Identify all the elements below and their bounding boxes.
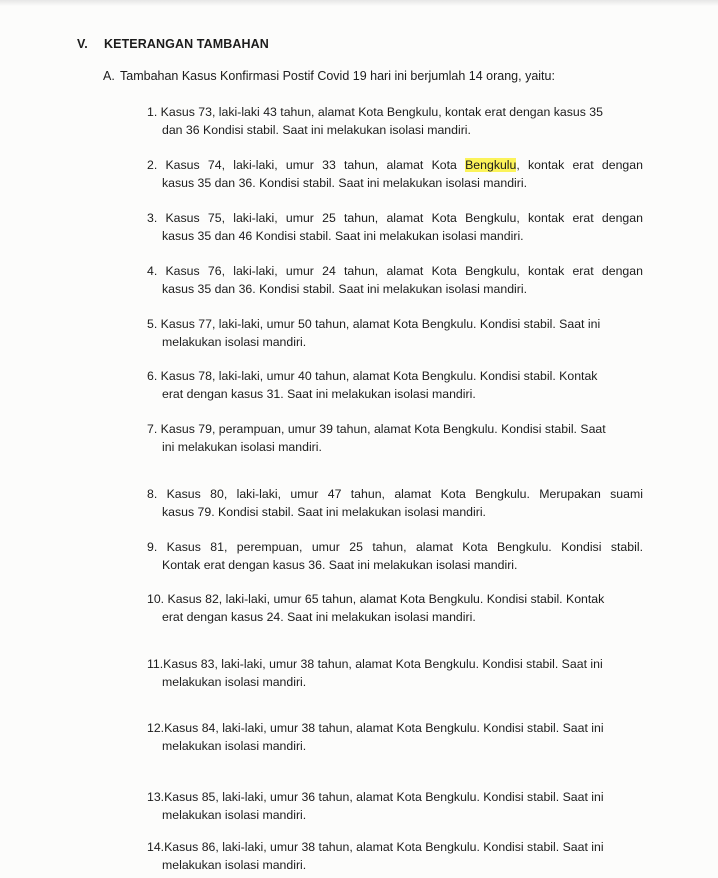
case-item-text: Bengkulu. (497, 540, 552, 554)
case-item-text: 33 (322, 158, 336, 172)
case-item-continuation (147, 280, 643, 298)
case-item-text: Kota (431, 264, 457, 278)
case-item-text: Kasus (166, 540, 201, 554)
case-item-text: perempuan, (236, 540, 303, 554)
subsection-letter: A. (103, 69, 115, 83)
case-item (147, 262, 643, 298)
case-item-text: erat (572, 211, 594, 225)
case-item-text: kasus 35 dan 36. Kondisi stabil. Saat ini melakukan isolasi mandiri. (162, 282, 528, 296)
case-item-text: stabil. (610, 540, 643, 554)
case-item-line (147, 538, 643, 556)
case-item-text: tahun, (372, 540, 407, 554)
case-item-text: laki-laki, (233, 264, 278, 278)
case-item-text: tahun, (344, 158, 379, 172)
case-item-text: Kota (431, 211, 457, 225)
case-item-line (147, 485, 643, 503)
case-item-continuation (147, 227, 643, 245)
case-item-text: kontak (528, 264, 565, 278)
case-item-text: Kasus (165, 211, 200, 225)
case-item-line (147, 838, 643, 856)
case-item-text: Kota (440, 487, 466, 501)
case-item-text: kontak (528, 158, 565, 172)
case-item-continuation (147, 438, 643, 456)
case-item-text: Merupakan (539, 487, 601, 501)
case-item-text: 3. (147, 211, 158, 225)
case-item-text: 2. (147, 158, 158, 172)
highlighted-word: Bengkulu (465, 158, 517, 172)
case-item-text: Kontak erat dengan kasus 36. Saat ini melakukan isolasi mandiri. (162, 558, 518, 572)
case-item-line (147, 719, 643, 737)
case-item-text: laki-laki, (233, 211, 278, 225)
case-item (147, 315, 643, 351)
case-item-text: Kondisi (561, 540, 602, 554)
case-item-text: 80, (210, 487, 228, 501)
case-item (147, 838, 643, 874)
case-item-text: erat (572, 264, 594, 278)
case-item-line (147, 367, 643, 385)
case-item-text: umur (290, 487, 319, 501)
case-item-text: melakukan isolasi mandiri. (162, 808, 307, 822)
case-item-text: 9. (147, 540, 158, 554)
case-item-continuation (147, 608, 643, 626)
case-item-text: 81, (210, 540, 228, 554)
case-item (147, 719, 643, 755)
case-item-text: melakukan isolasi mandiri. (162, 858, 307, 872)
case-item-continuation (147, 174, 643, 192)
case-item-text: tahun, (344, 264, 379, 278)
case-item-text: dengan (601, 211, 643, 225)
case-item-text: alamat (386, 264, 424, 278)
case-item-line (147, 103, 643, 121)
case-item-text: kontak (528, 211, 565, 225)
case-item-text: kasus 79. Kondisi stabil. Saat ini melakukan isolasi mandiri. (162, 505, 486, 519)
case-item-text: erat (572, 158, 594, 172)
case-item-line (147, 262, 643, 280)
case-item-text: Bengkulu, (465, 264, 520, 278)
case-item-line (147, 655, 643, 673)
case-item-line (147, 590, 643, 608)
case-item-text: 25 (349, 540, 363, 554)
case-item-text: 5. Kasus 77, laki-laki, umur 50 tahun, alamat Kota Bengkulu. Kondisi stabil. Saat ini (147, 317, 601, 331)
case-item-continuation (147, 737, 643, 755)
case-item (147, 655, 643, 691)
case-list (147, 0, 643, 878)
case-item-text: suami (610, 487, 643, 501)
case-item-text: umur (311, 540, 340, 554)
subsection-text: Tambahan Kasus Konfirmasi Postif Covid 19 hari ini berjumlah 14 orang, yaitu: (120, 69, 555, 83)
case-item-continuation (147, 385, 643, 403)
case-item-text: erat dengan kasus 24. Saat ini melakukan isolasi mandiri. (162, 610, 476, 624)
case-item-continuation (147, 503, 643, 521)
case-item-text: tahun, (344, 211, 379, 225)
case-item-text: dan 36 Kondisi stabil. Saat ini melakukan isolasi mandiri. (162, 123, 471, 137)
case-item-continuation (147, 121, 643, 139)
case-item-text: Bengkulu, (465, 211, 520, 225)
case-item-text: tahun, (350, 487, 385, 501)
case-item-text: alamat (394, 487, 432, 501)
case-item-text: Kasus (166, 487, 201, 501)
case-item-continuation (147, 673, 643, 691)
case-item-text: 24 (322, 264, 336, 278)
case-item-text: 14.Kasus 86, laki-laki, umur 38 tahun, alamat Kota Bengkulu. Kondisi stabil. Saat ini (147, 840, 604, 854)
section-title: KETERANGAN TAMBAHAN (104, 37, 269, 51)
case-item (147, 156, 643, 192)
case-item-text: ini melakukan isolasi mandiri. (162, 440, 322, 454)
case-item-text: Kasus (165, 158, 200, 172)
case-item-text: Bengkulu, (465, 158, 520, 172)
case-item (147, 788, 643, 824)
case-item-text: 74, (207, 158, 225, 172)
case-item-text: alamat (415, 540, 453, 554)
case-item-text: Kota (431, 158, 457, 172)
case-item-text: umur (285, 211, 314, 225)
case-item-text: 13.Kasus 85, laki-laki, umur 36 tahun, alamat Kota Bengkulu. Kondisi stabil. Saat ini (147, 790, 604, 804)
case-item-text: 76, (207, 264, 225, 278)
case-item-line (147, 420, 643, 438)
case-item-text: 1. Kasus 73, laki-laki 43 tahun, alamat Kota Bengkulu, kontak erat dengan kasus 35 (147, 105, 603, 119)
case-item-text: melakukan isolasi mandiri. (162, 739, 307, 753)
case-item-text: Kota (462, 540, 488, 554)
case-item (147, 420, 643, 456)
case-item-text: umur (285, 264, 314, 278)
case-item-text: alamat (386, 211, 424, 225)
case-item-text: 25 (322, 211, 336, 225)
case-item-continuation (147, 333, 643, 351)
case-item-text: 6. Kasus 78, laki-laki, umur 40 tahun, alamat Kota Bengkulu. Kondisi stabil. Kontak (147, 369, 598, 383)
case-item-text: kasus 35 dan 46 Kondisi stabil. Saat ini melakukan isolasi mandiri. (162, 229, 524, 243)
case-item-text: erat dengan kasus 31. Saat ini melakukan isolasi mandiri. (162, 387, 476, 401)
case-item-line (147, 315, 643, 333)
case-item-text: 7. Kasus 79, perampuan, umur 39 tahun, alamat Kota Bengkulu. Kondisi stabil. Saat (147, 422, 606, 436)
case-item (147, 103, 643, 139)
case-item (147, 538, 643, 574)
case-item-text: umur (285, 158, 314, 172)
case-item-continuation (147, 806, 643, 824)
case-item-text: Kasus (165, 264, 200, 278)
case-item-continuation (147, 856, 643, 874)
case-item-text: kasus 35 dan 36. Kondisi stabil. Saat ini melakukan isolasi mandiri. (162, 176, 528, 190)
case-item-text: 75, (207, 211, 225, 225)
case-item-text: 8. (147, 487, 158, 501)
case-item-text: alamat (386, 158, 424, 172)
case-item-text: melakukan isolasi mandiri. (162, 675, 307, 689)
case-item-text: 10. Kasus 82, laki-laki, umur 65 tahun, alamat Kota Bengkulu. Kondisi stabil. Kontak (147, 592, 605, 606)
section-number: V. (77, 37, 88, 51)
case-item-text: Bengkulu. (475, 487, 530, 501)
case-item-text: 47 (327, 487, 342, 501)
case-item-text: melakukan isolasi mandiri. (162, 335, 307, 349)
case-item (147, 209, 643, 245)
case-item-text: dengan (601, 158, 643, 172)
case-item (147, 367, 643, 403)
case-item-line (147, 788, 643, 806)
case-item (147, 485, 643, 521)
case-item-text: laki-laki, (236, 487, 282, 501)
case-item-line (147, 209, 643, 227)
case-item-text: 4. (147, 264, 158, 278)
case-item (147, 590, 643, 626)
case-item-continuation (147, 556, 643, 574)
case-item-text: laki-laki, (233, 158, 278, 172)
case-item-text: dengan (601, 264, 643, 278)
case-item-text: 11.Kasus 83, laki-laki, umur 38 tahun, alamat Kota Bengkulu. Kondisi stabil. Saat ini (147, 657, 603, 671)
case-item-text: 12.Kasus 84, laki-laki, umur 38 tahun, alamat Kota Bengkulu. Kondisi stabil. Saat ini (147, 721, 604, 735)
case-item-line (147, 156, 643, 174)
